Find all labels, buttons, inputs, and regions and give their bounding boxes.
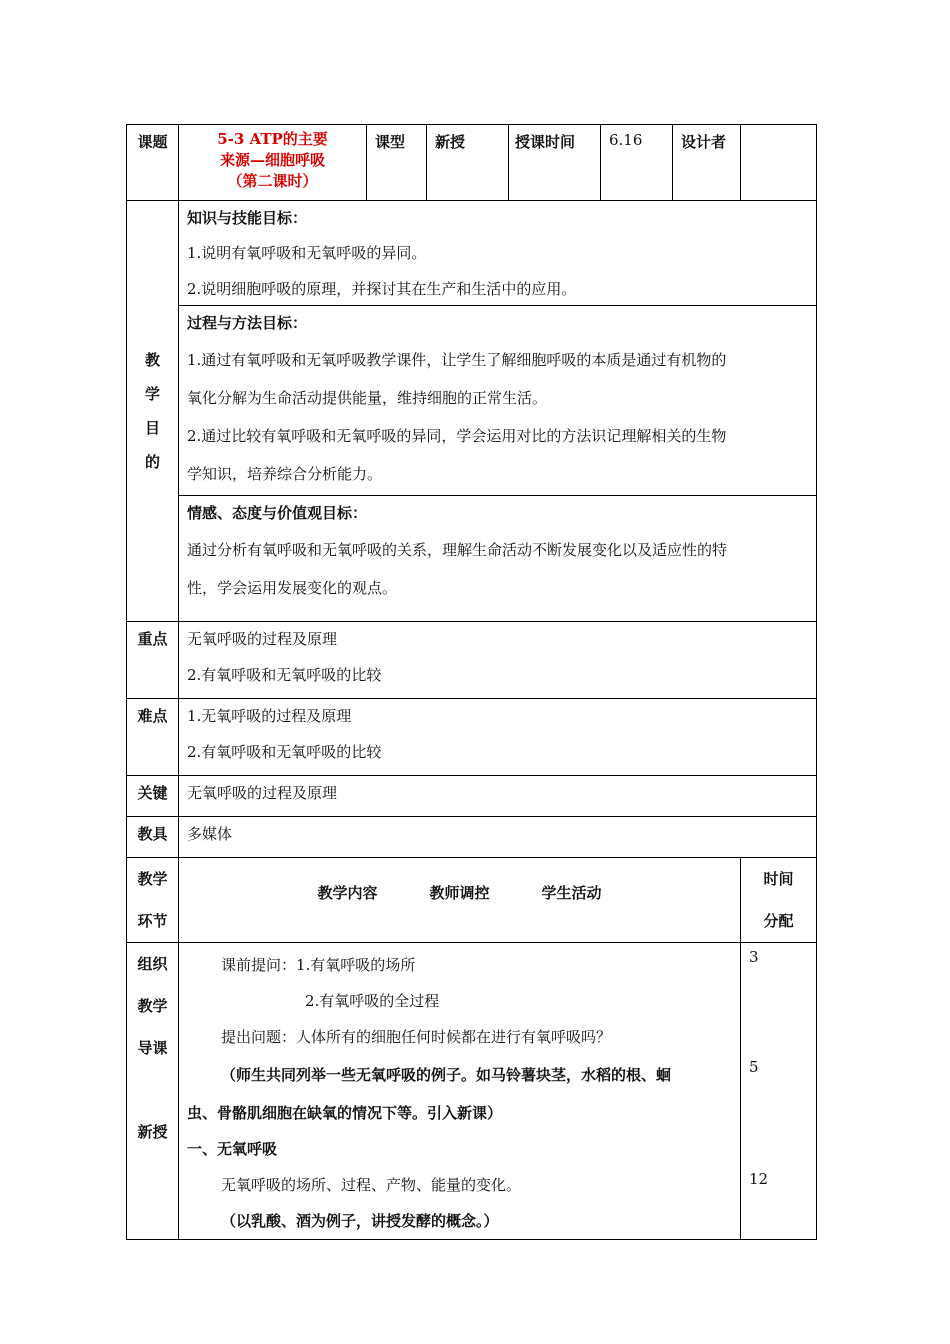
objectives-content — [179, 201, 817, 622]
time-value: 3 — [749, 948, 759, 966]
type-value: 新授 — [427, 125, 509, 201]
content-line: （以乳酸、酒为例子，讲授发酵的概念。） — [221, 1212, 499, 1230]
time-label: 授课时间 — [509, 125, 601, 201]
objectives-label: 教 学 目 的 — [127, 201, 179, 622]
difficulties-label: 难点 — [127, 699, 179, 776]
topic-title: 5-3 ATP的主要 来源—细胞呼吸 （第二课时） — [179, 125, 367, 201]
process-line: 1.通过有氧呼吸和无氧呼吸教学课件，让学生了解细胞呼吸的本质是通过有机物的 — [187, 351, 727, 369]
designer-label: 设计者 — [673, 125, 741, 201]
time-value: 5 — [749, 1058, 759, 1076]
designer-value — [741, 125, 817, 201]
process-title: 过程与方法目标： — [187, 314, 308, 332]
emotion-section — [179, 495, 816, 621]
knowledge-item: 1.说明有氧呼吸和无氧呼吸的异同。 — [187, 244, 427, 262]
content-line: 无氧呼吸的场所、过程、产物、能量的变化。 — [221, 1176, 522, 1194]
key-points-content: 无氧呼吸的过程及原理 2.有氧呼吸和无氧呼吸的比较 — [179, 622, 817, 699]
emotion-line: 通过分析有氧呼吸和无氧呼吸的关系，理解生命活动不断发展变化以及适应性的特 — [187, 541, 728, 559]
stage-column: 组织 教学 导课 新授 — [127, 943, 179, 1240]
column-header: 教学内容 — [317, 884, 378, 902]
process-line: 2.通过比较有氧呼吸和无氧呼吸的异同，学会运用对比的方法识记理解相关的生物 — [187, 427, 727, 445]
crux-label: 关键 — [127, 776, 179, 817]
column-header: 教师调控 — [429, 884, 490, 902]
emotion-line: 性，学会运用发展变化的观点。 — [187, 579, 398, 597]
objectives-row — [127, 201, 817, 622]
crux-content: 无氧呼吸的过程及原理 — [179, 776, 817, 817]
content-line: （师生共同列举一些无氧呼吸的例子。如马铃薯块茎，水稻的根、蛔 — [221, 1066, 672, 1084]
tools-content: 多媒体 — [179, 817, 817, 858]
content-line: 2.有氧呼吸的全过程 — [305, 992, 440, 1010]
tools-row — [127, 817, 817, 858]
emotion-title: 情感、态度与价值观目标： — [187, 504, 368, 522]
key-points-row — [127, 622, 817, 699]
process-body-row — [127, 943, 817, 1240]
knowledge-title: 知识与技能目标： — [187, 209, 308, 227]
time-value: 6.16 — [601, 125, 673, 201]
knowledge-section — [179, 201, 816, 305]
key-points-label: 重点 — [127, 622, 179, 699]
section-heading: 一、无氧呼吸 — [187, 1140, 278, 1158]
tools-label: 教具 — [127, 817, 179, 858]
stage-header: 教学 环节 — [127, 858, 179, 943]
crux-row — [127, 776, 817, 817]
process-line: 学知识，培养综合分析能力。 — [187, 465, 383, 483]
lesson-plan-table — [126, 124, 817, 1240]
process-line: 氧化分解为生命活动提供能量，维持细胞的正常生活。 — [187, 389, 548, 407]
time-column — [741, 943, 817, 1240]
content-line: 提出问题：人体所有的细胞任何时候都在进行有氧呼吸吗？ — [221, 1028, 612, 1046]
content-line: 课前提问：1.有氧呼吸的场所 — [221, 956, 416, 974]
difficulties-row — [127, 699, 817, 776]
content-column — [179, 943, 741, 1240]
process-header-row — [127, 858, 817, 943]
knowledge-item: 2.说明细胞呼吸的原理，并探讨其在生产和生活中的应用。 — [187, 280, 577, 298]
column-header: 学生活动 — [541, 884, 602, 902]
difficulties-content: 1.无氧呼吸的过程及原理 2.有氧呼吸和无氧呼吸的比较 — [179, 699, 817, 776]
content-header — [179, 858, 741, 943]
type-label: 课型 — [367, 125, 427, 201]
header-row — [127, 125, 817, 201]
time-value: 12 — [749, 1170, 769, 1188]
time-header: 时间 分配 — [741, 858, 817, 943]
process-section — [179, 305, 816, 495]
topic-label: 课题 — [127, 125, 179, 201]
content-line: 虫、骨骼肌细胞在缺氧的情况下等。引入新课） — [187, 1104, 503, 1122]
